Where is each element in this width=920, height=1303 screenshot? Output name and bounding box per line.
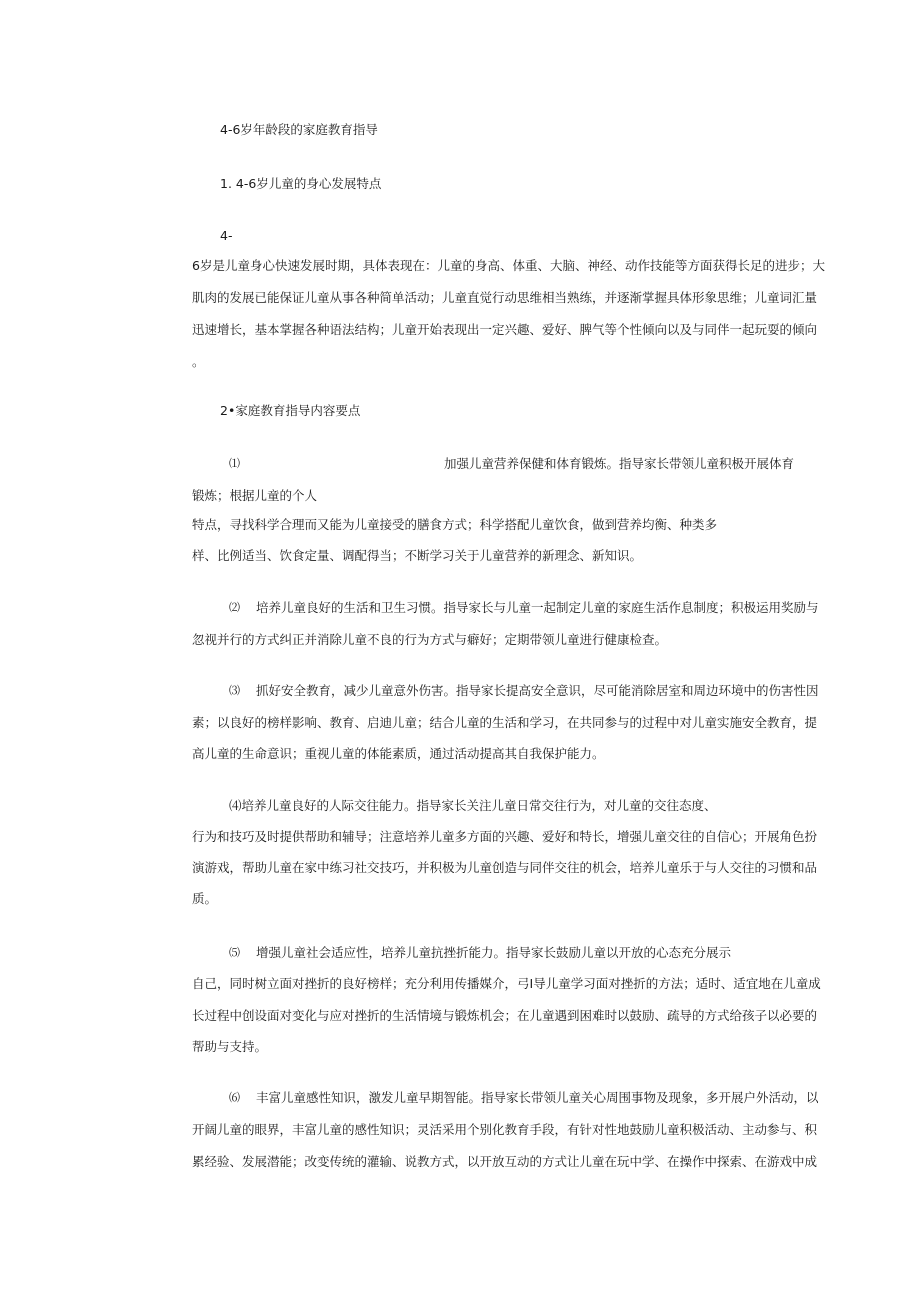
paragraph-line: 素；以良好的榜样影响、教育、启迪儿童；结合儿童的生活和学习，在共同参与的过程中对儿童实施安全教育，提 — [192, 715, 818, 730]
paragraph-line: 肌肉的发展已能保证儿童从事各种简单活动；儿童直觉行动思维相当熟练，并逐渐掌握具体形象思维；儿童词汇量 — [192, 290, 818, 305]
paragraph-line: 迅速增长，基本掌握各种语法结构；儿童开始表现出一定兴趣、爱好、脾气等个性倾向以及与同伴一起玩耍的倾向 — [192, 322, 818, 337]
paragraph-line: 开阔儿童的眼界，丰富儿童的感性知识；灵活采用个别化教育手段，有针对性地鼓励儿童积极活动、主动参与、积 — [192, 1122, 818, 1137]
item-number: ⑹ — [229, 1091, 240, 1104]
item-number: ⑶ — [229, 684, 240, 697]
item-first-line: ⑷培养儿童良好的人际交往能力。指导家长关注儿童日常交往行为，对儿童的交往态度、 — [229, 798, 717, 813]
item-first-line: 培养儿童良好的生活和卫生习惯。指导家长与儿童一起制定儿童的家庭生活作息制度；积极运用奖励与 — [256, 600, 819, 615]
item-first-line: 增强儿童社会适应性，培养儿童抗挫折能力。指导家长鼓励儿童以开放的心态充分展示 — [256, 945, 732, 960]
paragraph-line: 。 — [192, 354, 205, 369]
paragraph-line: 累经验、发展潜能；改变传统的灌输、说教方式，以开放互动的方式让儿童在玩中学、在操作中探索、在游戏中成 — [192, 1154, 818, 1169]
paragraph-line: 样、比例适当、饮食定量、调配得当；不断学习关于儿童营养的新理念、新知识。 — [192, 548, 643, 563]
paragraph-line: 高儿童的生命意识；重视儿童的体能素质，通过活动提高其自我保护能力。 — [192, 746, 605, 761]
section1-lead: 4- — [220, 228, 233, 243]
item-first-line: 加强儿童营养保健和体育锻炼。指导家长带领儿童积极开展体育 — [444, 456, 795, 471]
item-first-line: 抓好安全教育，减少儿童意外伤害。指导家长提高安全意识，尽可能消除居室和周边环境中的伤害性因 — [256, 683, 819, 698]
section1-heading: 1. 4-6岁儿童的身心发展特点 — [220, 176, 382, 191]
section2-heading: 2•家庭教育指导内容要点 — [220, 403, 361, 418]
paragraph-line: 锻炼；根据儿童的个人 — [192, 488, 318, 503]
paragraph-line: 帮助与支持。 — [192, 1039, 268, 1054]
paragraph-line: 6岁是儿童身心快速发展时期，具体表现在：儿童的身高、体重、大脑、神经、动作技能等方面获得长足的进步；大 — [192, 258, 825, 273]
item-number: ⑸ — [229, 946, 240, 959]
paragraph-line: 特点，寻找科学合理而又能为儿童接受的膳食方式；科学搭配儿童饮食，做到营养均衡、种类多 — [192, 517, 718, 532]
paragraph-line: 长过程中创设面对变化与应对挫折的生活情境与锻炼机会；在儿童遇到困难时以鼓励、疏导的方式给孩子以必要的 — [192, 1008, 818, 1023]
document-title: 4-6岁年龄段的家庭教育指导 — [220, 122, 378, 137]
paragraph-line: 演游戏，帮助儿童在家中练习社交技巧，并积极为儿童创造与同伴交往的机会，培养儿童乐于与人交往的习惯和品 — [192, 860, 818, 875]
item-first-line: 丰富儿童感性知识，激发儿童早期智能。指导家长带领儿童关心周围事物及现象，多开展户外活动，以 — [256, 1090, 819, 1105]
paragraph-line: 忽视并行的方式纠正并消除儿童不良的行为方式与癖好；定期带领儿童进行健康检查。 — [192, 632, 668, 647]
item-number: ⑵ — [229, 601, 240, 614]
item-number: ⑴ — [229, 457, 240, 470]
paragraph-line: 自己，同时树立面对挫折的良好榜样；充分利用传播媒介，弓I导儿童学习面对挫折的方法；适时、适宜地在儿童成 — [192, 976, 821, 991]
paragraph-line: 行为和技巧及时提供帮助和辅导；注意培养儿童多方面的兴趣、爱好和特长，增强儿童交往的自信心；开展角色扮 — [192, 829, 818, 844]
paragraph-line: 质。 — [192, 891, 218, 906]
